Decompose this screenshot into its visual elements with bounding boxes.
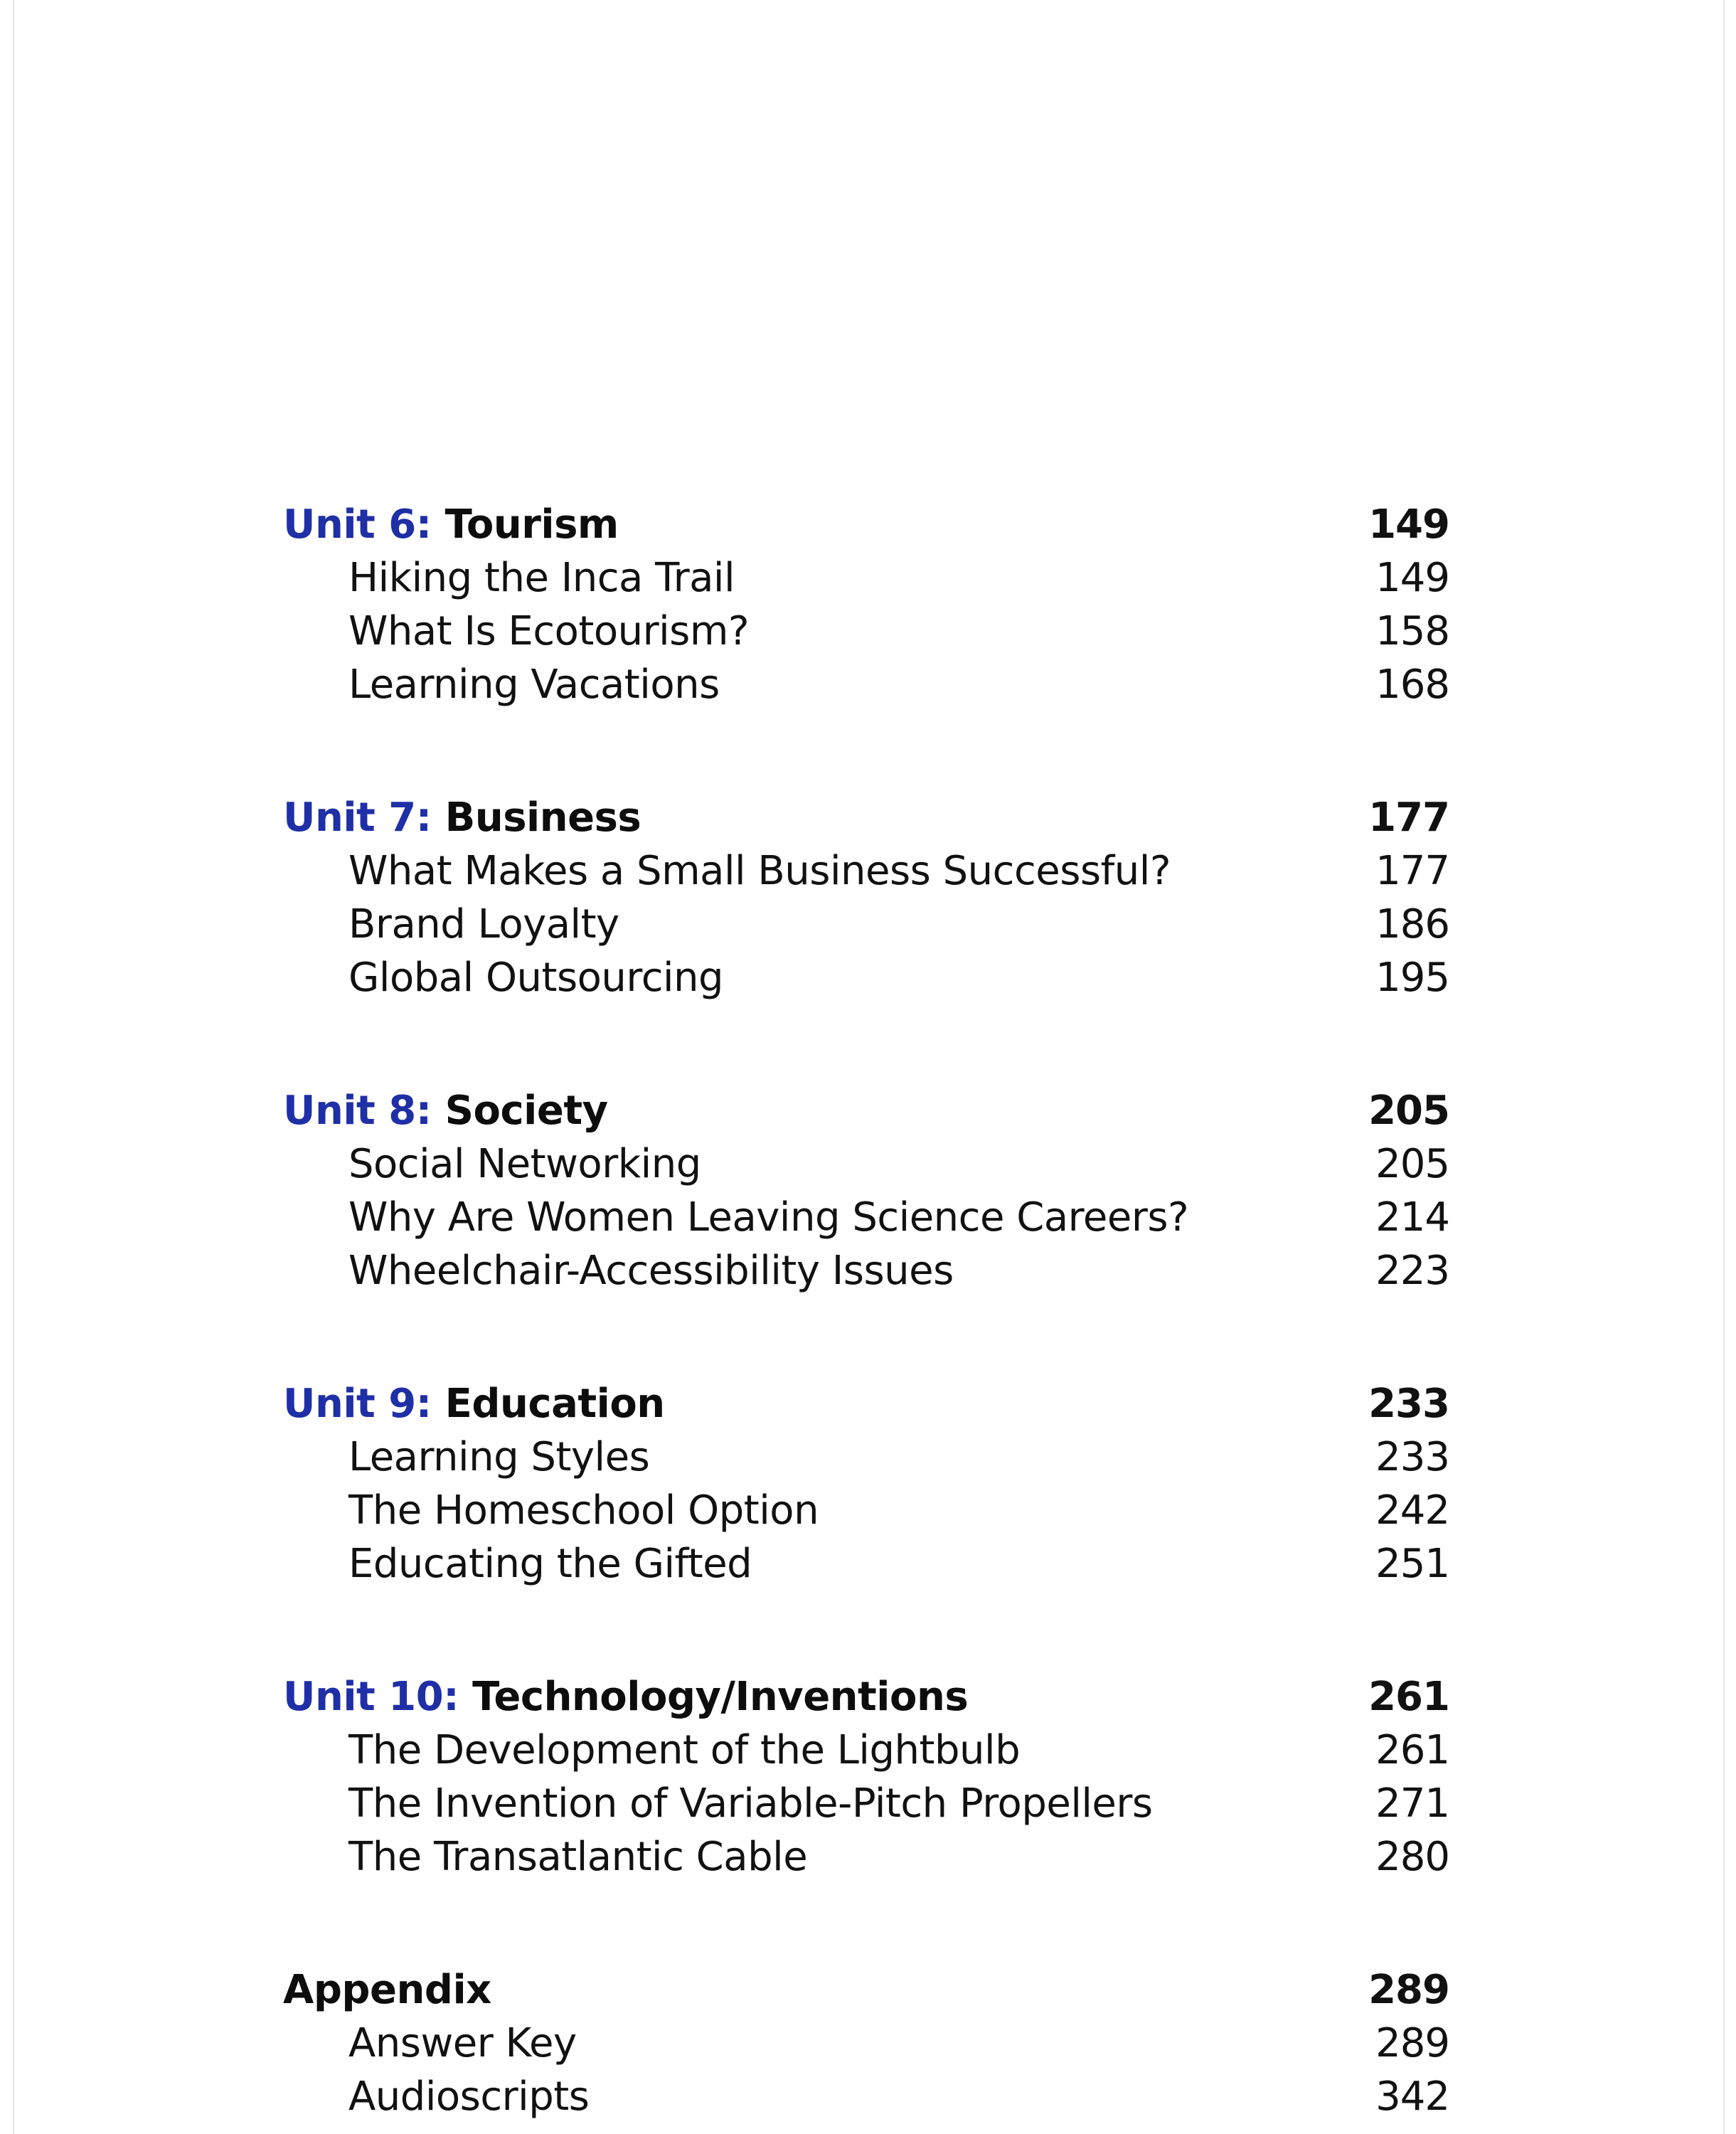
appendix-heading-row[interactable] xyxy=(283,1963,1449,2017)
unit-label: Unit 9: xyxy=(283,1381,432,1427)
unit-page-number: 205 xyxy=(1368,1088,1449,1134)
toc-entry[interactable] xyxy=(283,605,1449,658)
toc-entry[interactable] xyxy=(283,1830,1449,1884)
entry-title: The Homeschool Option xyxy=(348,1487,819,1534)
appendix-title: Appendix xyxy=(283,1967,491,2013)
entry-page-number: 158 xyxy=(1375,608,1449,654)
unit-heading-row[interactable] xyxy=(283,1377,1449,1430)
toc-section-unit-9 xyxy=(283,1377,1449,1591)
entry-page-number: 223 xyxy=(1375,1248,1449,1294)
toc-entry[interactable] xyxy=(283,898,1449,951)
unit-title: Technology/Inventions xyxy=(472,1674,969,1720)
unit-page-number: 233 xyxy=(1368,1381,1449,1427)
entry-page-number: 251 xyxy=(1375,1541,1449,1587)
unit-heading-row[interactable] xyxy=(283,1084,1449,1137)
unit-title: Tourism xyxy=(444,501,619,548)
entry-page-number: 195 xyxy=(1375,955,1449,1001)
entry-page-number: 177 xyxy=(1375,848,1449,894)
entry-page-number: 271 xyxy=(1375,1780,1449,1827)
toc-entry[interactable] xyxy=(283,551,1449,605)
toc-entry[interactable] xyxy=(283,1137,1449,1191)
entry-title: The Transatlantic Cable xyxy=(348,1834,808,1880)
page-edge-right xyxy=(1723,0,1725,2134)
toc-entry[interactable] xyxy=(283,1724,1449,1777)
unit-label: Unit 8: xyxy=(283,1088,432,1134)
entry-page-number: 205 xyxy=(1375,1141,1449,1187)
entry-page-number: 186 xyxy=(1375,901,1449,947)
unit-title: Business xyxy=(444,795,641,841)
entry-page-number: 168 xyxy=(1375,662,1449,708)
toc-entry[interactable] xyxy=(283,1191,1449,1244)
unit-title: Society xyxy=(444,1088,608,1134)
entry-page-number: 242 xyxy=(1375,1487,1449,1534)
entry-page-number: 289 xyxy=(1375,2020,1449,2066)
toc-entry[interactable] xyxy=(283,951,1449,1004)
entry-title: The Development of the Lightbulb xyxy=(348,1727,1021,1773)
entry-title: The Invention of Variable-Pitch Propellers xyxy=(348,1780,1153,1827)
unit-label: Unit 7: xyxy=(283,795,432,841)
entry-title: Social Networking xyxy=(348,1141,701,1187)
toc-section-unit-6 xyxy=(283,498,1449,711)
toc-section-unit-10 xyxy=(283,1670,1449,1884)
appendix-page-number: 289 xyxy=(1368,1967,1449,2013)
entry-page-number: 149 xyxy=(1375,555,1449,601)
entry-title: Hiking the Inca Trail xyxy=(348,555,735,601)
unit-heading-row[interactable] xyxy=(283,791,1449,844)
unit-page-number: 149 xyxy=(1368,501,1449,548)
toc-entry[interactable] xyxy=(283,658,1449,711)
toc-entry[interactable] xyxy=(283,2070,1449,2123)
toc-section-appendix xyxy=(283,1963,1449,2123)
unit-title: Education xyxy=(444,1381,665,1427)
entry-title: Answer Key xyxy=(348,2020,577,2066)
unit-label: Unit 6: xyxy=(283,501,432,548)
entry-title: Learning Vacations xyxy=(348,662,720,708)
toc-entry[interactable] xyxy=(283,2017,1449,2070)
toc-entry[interactable] xyxy=(283,1484,1449,1537)
entry-page-number: 214 xyxy=(1375,1194,1449,1241)
entry-title: Wheelchair-Accessibility Issues xyxy=(348,1248,954,1294)
toc-entry[interactable] xyxy=(283,1537,1449,1591)
entry-title: Educating the Gifted xyxy=(348,1541,752,1587)
entry-page-number: 233 xyxy=(1375,1434,1449,1480)
toc-entry[interactable] xyxy=(283,1244,1449,1297)
toc-entry[interactable] xyxy=(283,1430,1449,1484)
entry-title: Brand Loyalty xyxy=(348,901,619,947)
entry-title: Why Are Women Leaving Science Careers? xyxy=(348,1194,1189,1241)
entry-title: Audioscripts xyxy=(348,2074,590,2120)
table-of-contents xyxy=(283,498,1449,2134)
entry-page-number: 342 xyxy=(1375,2074,1449,2120)
toc-entry[interactable] xyxy=(283,844,1449,898)
entry-title: What Makes a Small Business Successful? xyxy=(348,848,1171,894)
toc-section-unit-8 xyxy=(283,1084,1449,1297)
entry-page-number: 261 xyxy=(1375,1727,1449,1773)
entry-title: Learning Styles xyxy=(348,1434,650,1480)
entry-title: Global Outsourcing xyxy=(348,955,724,1001)
unit-page-number: 261 xyxy=(1368,1674,1449,1720)
entry-title: What Is Ecotourism? xyxy=(348,608,750,654)
toc-section-unit-7 xyxy=(283,791,1449,1004)
entry-page-number: 280 xyxy=(1375,1834,1449,1880)
toc-entry[interactable] xyxy=(283,1777,1449,1830)
page-edge-left xyxy=(13,0,14,2134)
unit-label: Unit 10: xyxy=(283,1674,459,1720)
unit-heading-row[interactable] xyxy=(283,498,1449,551)
unit-heading-row[interactable] xyxy=(283,1670,1449,1724)
unit-page-number: 177 xyxy=(1368,795,1449,841)
